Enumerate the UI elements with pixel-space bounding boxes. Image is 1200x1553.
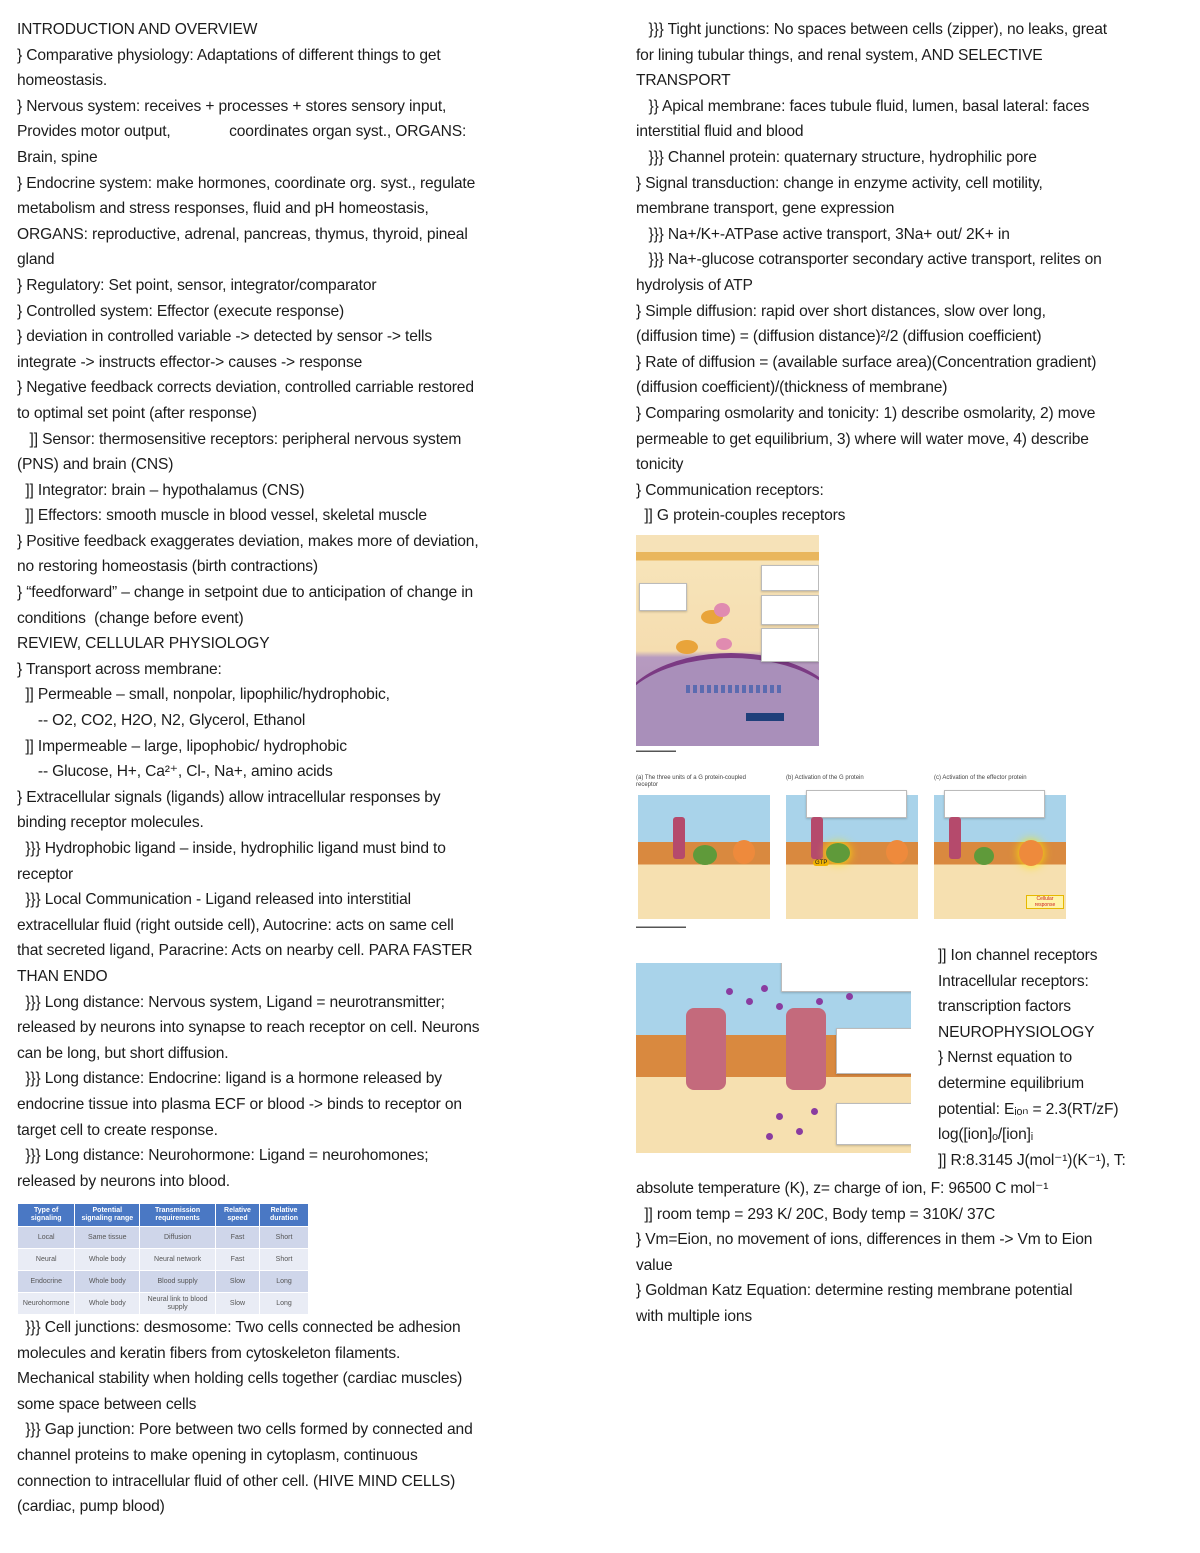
ion-channel-figure: [636, 963, 911, 1153]
receptor-shape: [949, 817, 961, 859]
signaling-comparison-table: [17, 1203, 309, 1315]
receptor-shape: [714, 603, 730, 617]
note-line: } Controlled system: Effector (execute response): [17, 302, 345, 320]
figure-callout: [806, 790, 907, 818]
note-line: Provides motor output, coordinates organ syst., ORGANS:: [17, 123, 467, 141]
note-line: REVIEW, CELLULAR PHYSIOLOGY: [17, 635, 270, 653]
gpcr-panel-b: [786, 795, 918, 919]
note-line: }}} Long distance: Endocrine: ligand is a hormone released by: [17, 1070, 442, 1088]
effector-protein-shape: [733, 840, 755, 864]
note-line: ]] Integrator: brain – hypothalamus (CNS): [17, 481, 305, 499]
note-line: to optimal set point (after response): [17, 404, 257, 422]
note-line: ]] G protein-couples receptors: [636, 507, 846, 525]
table-cell: Same tissue: [75, 1227, 140, 1249]
note-line: metabolism and stress responses, fluid and pH homeostasis,: [17, 200, 429, 218]
note-line: ]] room temp = 293 K/ 20C, Body temp = 310K/ 37C: [636, 1205, 996, 1223]
g-protein-shape: [826, 843, 850, 863]
ion-dot: [846, 993, 853, 1000]
column-header: Type of signaling: [18, 1204, 75, 1227]
note-line: }}} Na+-glucose cotransporter secondary active transport, relites on: [636, 251, 1102, 269]
note-line: ]] Impermeable – large, lipophobic/ hydrophobic: [17, 737, 347, 755]
note-line: absolute temperature (K), z= charge of ion, F: 96500 C mol⁻¹: [636, 1180, 1049, 1197]
note-line: Mechanical stability when holding cells together (cardiac muscles): [17, 1370, 463, 1388]
table-cell: Long: [260, 1271, 309, 1293]
table-row: [18, 1249, 309, 1271]
note-line: ]] Effectors: smooth muscle in blood vessel, skeletal muscle: [17, 507, 427, 525]
note-line: membrane transport, gene expression: [636, 200, 895, 218]
figure-callout: [639, 583, 687, 611]
note-line: } Nervous system: receives + processes + stores sensory input,: [17, 97, 447, 115]
note-line: channel proteins to make opening in cytoplasm, continuous: [17, 1446, 418, 1464]
note-line: }}} Hydrophobic ligand – inside, hydrophilic ligand must bind to: [17, 840, 446, 857]
table-cell: Slow: [215, 1271, 259, 1293]
note-line: (diffusion coefficient)/(thickness of membrane): [636, 379, 948, 397]
gpcr-panel-a: [638, 795, 770, 919]
ion-dot: [776, 1113, 783, 1120]
note-line: NEUROPHYSIOLOGY: [938, 1023, 1095, 1041]
note-line: some space between cells: [17, 1395, 197, 1413]
table-row: [18, 1271, 309, 1293]
ion-dot: [776, 1003, 783, 1010]
note-line: connection to intracellular fluid of other cell. (HIVE MIND CELLS): [17, 1472, 456, 1490]
note-line: that secreted ligand, Paracrine: Acts on nearby cell. PARA FASTER: [17, 942, 473, 960]
note-line: homeostasis.: [17, 72, 108, 90]
ion-dot: [811, 1108, 818, 1115]
ion-dot: [816, 998, 823, 1005]
right-column-notes: [636, 17, 1107, 529]
table-header-row: [18, 1204, 309, 1227]
note-line: potential: Eᵢₒₙ = 2.3(RT/zF): [938, 1100, 1119, 1118]
left-column-notes-continued: [17, 1315, 473, 1520]
note-line: } Nernst equation to: [938, 1049, 1072, 1067]
table-cell: Whole body: [75, 1293, 140, 1315]
note-line: } deviation in controlled variable -> detected by sensor -> tells: [17, 328, 432, 346]
note-line: (diffusion time) = (diffusion distance)²/2 (diffusion coefficient): [636, 328, 1042, 346]
right-column-side-notes: [938, 943, 1126, 1173]
table-row: [18, 1293, 309, 1315]
table-cell: Diffusion: [140, 1227, 216, 1249]
note-line: }}} Local Communication - Ligand released into interstitial: [17, 891, 411, 909]
column-header: Potential signaling range: [75, 1204, 140, 1227]
note-line: }} Apical membrane: faces tubule fluid, lumen, basal lateral: faces: [636, 97, 1090, 115]
figure-callout: [761, 595, 819, 625]
note-line: } Comparative physiology: Adaptations of different things to get: [17, 46, 441, 64]
table-cell: Neural network: [140, 1249, 216, 1271]
note-line: hydrolysis of ATP: [636, 276, 753, 294]
table-cell: Local: [18, 1227, 75, 1249]
note-line: extracellular fluid (right outside cell), Autocrine: acts on same cell: [17, 916, 454, 934]
note-line: (PNS) and brain (CNS): [17, 456, 174, 474]
note-line: }}} Long distance: Nervous system, Ligand = neurotransmitter;: [17, 993, 445, 1011]
table-cell: Neural: [18, 1249, 75, 1271]
note-line: Intracellular receptors:: [938, 972, 1089, 990]
note-line: } Regulatory: Set point, sensor, integrator/comparator: [17, 276, 377, 294]
table-cell: Neural link to blood supply: [140, 1293, 216, 1315]
panel-a-title: (a) The three units of a G protein-coupled receptor: [636, 775, 746, 788]
table-cell: Whole body: [75, 1249, 140, 1271]
note-line: } Negative feedback corrects deviation, controlled carriable restored: [17, 379, 474, 397]
note-line: released by neurons into blood.: [17, 1172, 230, 1190]
right-column-notes-continued: [636, 1176, 1092, 1330]
table-cell: Whole body: [75, 1271, 140, 1293]
note-line: with multiple ions: [636, 1307, 753, 1325]
note-line: value: [636, 1256, 673, 1274]
note-line: binding receptor molecules.: [17, 814, 204, 832]
note-line: THAN ENDO: [17, 967, 108, 985]
figure-credit: ▬▬▬▬▬▬▬▬▬▬: [636, 924, 686, 930]
figure-callout: [836, 1103, 911, 1145]
note-line: } Positive feedback exaggerates deviation, makes more of deviation,: [17, 532, 479, 550]
table-row: [18, 1227, 309, 1249]
note-line: } Communication receptors:: [636, 481, 824, 499]
panel-b-title: (b) Activation of the G protein: [786, 775, 864, 781]
figure-callout: [944, 790, 1045, 818]
note-line: -- Glucose, H+, Ca²⁺, Cl-, Na+, amino acids: [17, 763, 333, 781]
note-line: receptor: [17, 865, 74, 883]
figure-credit: ▬▬▬▬▬▬▬▬: [636, 748, 676, 754]
figure-callout: [761, 628, 819, 662]
ion-dot: [746, 998, 753, 1005]
note-line: } Simple diffusion: rapid over short distances, slow over long,: [636, 302, 1046, 320]
note-line: } Transport across membrane:: [17, 660, 222, 678]
note-line: target cell to create response.: [17, 1121, 218, 1139]
panel-c-title: (c) Activation of the effector protein: [934, 775, 1027, 781]
note-line: ]] Permeable – small, nonpolar, lipophilic/hydrophobic,: [17, 686, 390, 704]
table-cell: Fast: [215, 1227, 259, 1249]
transcription-label-box: [746, 713, 784, 721]
note-line: } Endocrine system: make hormones, coordinate org. syst., regulate: [17, 174, 476, 192]
table-cell: Slow: [215, 1293, 259, 1315]
intracellular-receptor-figure: [636, 535, 819, 746]
note-line: }}} Na+/K+-ATPase active transport, 3Na+ out/ 2K+ in: [636, 225, 1010, 243]
note-line: can be long, but short diffusion.: [17, 1044, 229, 1062]
note-line: } Extracellular signals (ligands) allow intracellular responses by: [17, 788, 441, 806]
note-line: } “feedforward” – change in setpoint due to anticipation of change in: [17, 584, 474, 602]
note-line: -- O2, CO2, H2O, N2, Glycerol, Ethanol: [17, 712, 306, 730]
note-line: molecules and keratin fibers from cytoskeleton filaments.: [17, 1344, 401, 1362]
note-line: log([ion]ₒ/[ion]ᵢ: [938, 1126, 1034, 1144]
effector-protein-shape: [1019, 840, 1043, 866]
note-line: } Comparing osmolarity and tonicity: 1) describe osmolarity, 2) move: [636, 404, 1096, 422]
note-line: no restoring homeostasis (birth contractions): [17, 558, 318, 576]
nucleus-shape: [636, 653, 819, 746]
figure-callout: [761, 565, 819, 591]
ion-dot: [726, 988, 733, 995]
column-header: Transmission requirements: [140, 1204, 216, 1227]
note-line: }}} Long distance: Neurohormone: Ligand = neurohomones;: [17, 1147, 429, 1165]
note-line: }}} Cell junctions: desmosome: Two cells connected be adhesion: [17, 1319, 461, 1336]
note-line: INTRODUCTION AND OVERVIEW: [17, 21, 258, 38]
note-line: endocrine tissue into plasma ECF or blood -> binds to receptor on: [17, 1095, 462, 1113]
ion-dot: [766, 1133, 773, 1140]
note-line: }}} Gap junction: Pore between two cells formed by connected and: [17, 1421, 473, 1439]
figure-callout: [781, 963, 911, 992]
note-line: interstitial fluid and blood: [636, 123, 804, 141]
open-channel-shape: [786, 1008, 826, 1090]
gtp-label: GTP: [815, 860, 828, 866]
receptor-shape: [716, 638, 732, 650]
note-line: ]] Sensor: thermosensitive receptors: peripheral nervous system: [17, 430, 462, 448]
table-cell: Short: [260, 1249, 309, 1271]
note-line: for lining tubular things, and renal system, AND SELECTIVE: [636, 46, 1043, 64]
gpcr-panel-c: [934, 795, 1066, 919]
note-line: Brain, spine: [17, 148, 98, 166]
table-cell: Short: [260, 1227, 309, 1249]
receptor-shape: [811, 817, 823, 859]
ion-dot: [761, 985, 768, 992]
cellular-response-label: Cellular response: [1026, 895, 1064, 909]
figure-callout: [836, 1028, 911, 1074]
note-line: } Rate of diffusion = (available surface area)(Concentration gradient): [636, 353, 1097, 371]
note-line: conditions (change before event): [17, 609, 244, 627]
note-line: ]] Ion channel receptors: [938, 947, 1098, 964]
g-protein-shape: [974, 847, 994, 865]
table-cell: Long: [260, 1293, 309, 1315]
effector-protein-shape: [886, 840, 908, 864]
note-line: TRANSPORT: [636, 72, 731, 90]
receptor-shape: [673, 817, 685, 859]
table-cell: Blood supply: [140, 1271, 216, 1293]
note-line: }}} Tight junctions: No spaces between cells (zipper), no leaks, great: [636, 21, 1107, 38]
note-line: tonicity: [636, 456, 684, 474]
protein-shape: [676, 640, 698, 654]
note-line: }}} Channel protein: quaternary structure, hydrophilic pore: [636, 148, 1037, 166]
table-cell: Endocrine: [18, 1271, 75, 1293]
table-cell: Neurohormone: [18, 1293, 75, 1315]
note-line: ORGANS: reproductive, adrenal, pancreas, thymus, thyroid, pineal: [17, 225, 468, 243]
column-header: Relative speed: [215, 1204, 259, 1227]
note-line: } Vm=Eion, no movement of ions, differences in them -> Vm to Eion: [636, 1231, 1093, 1249]
note-line: (cardiac, pump blood): [17, 1498, 165, 1516]
note-line: transcription factors: [938, 998, 1071, 1016]
note-line: } Signal transduction: change in enzyme activity, cell motility,: [636, 174, 1043, 192]
column-header: Relative duration: [260, 1204, 309, 1227]
left-column-notes: [17, 17, 479, 1194]
dna-shape: [686, 685, 781, 693]
note-line: } Goldman Katz Equation: determine resting membrane potential: [636, 1282, 1073, 1300]
note-line: gland: [17, 251, 55, 269]
closed-channel-shape: [686, 1008, 726, 1090]
note-line: determine equilibrium: [938, 1074, 1084, 1092]
note-line: integrate -> instructs effector-> causes -> response: [17, 353, 363, 371]
note-line: released by neurons into synapse to reach receptor on cell. Neurons: [17, 1019, 480, 1037]
note-line: permeable to get equilibrium, 3) where will water move, 4) describe: [636, 430, 1089, 448]
ion-dot: [796, 1128, 803, 1135]
table-cell: Fast: [215, 1249, 259, 1271]
note-line: ]] R:8.3145 J(mol⁻¹)(K⁻¹), T:: [938, 1151, 1126, 1169]
g-protein-shape: [693, 845, 717, 865]
